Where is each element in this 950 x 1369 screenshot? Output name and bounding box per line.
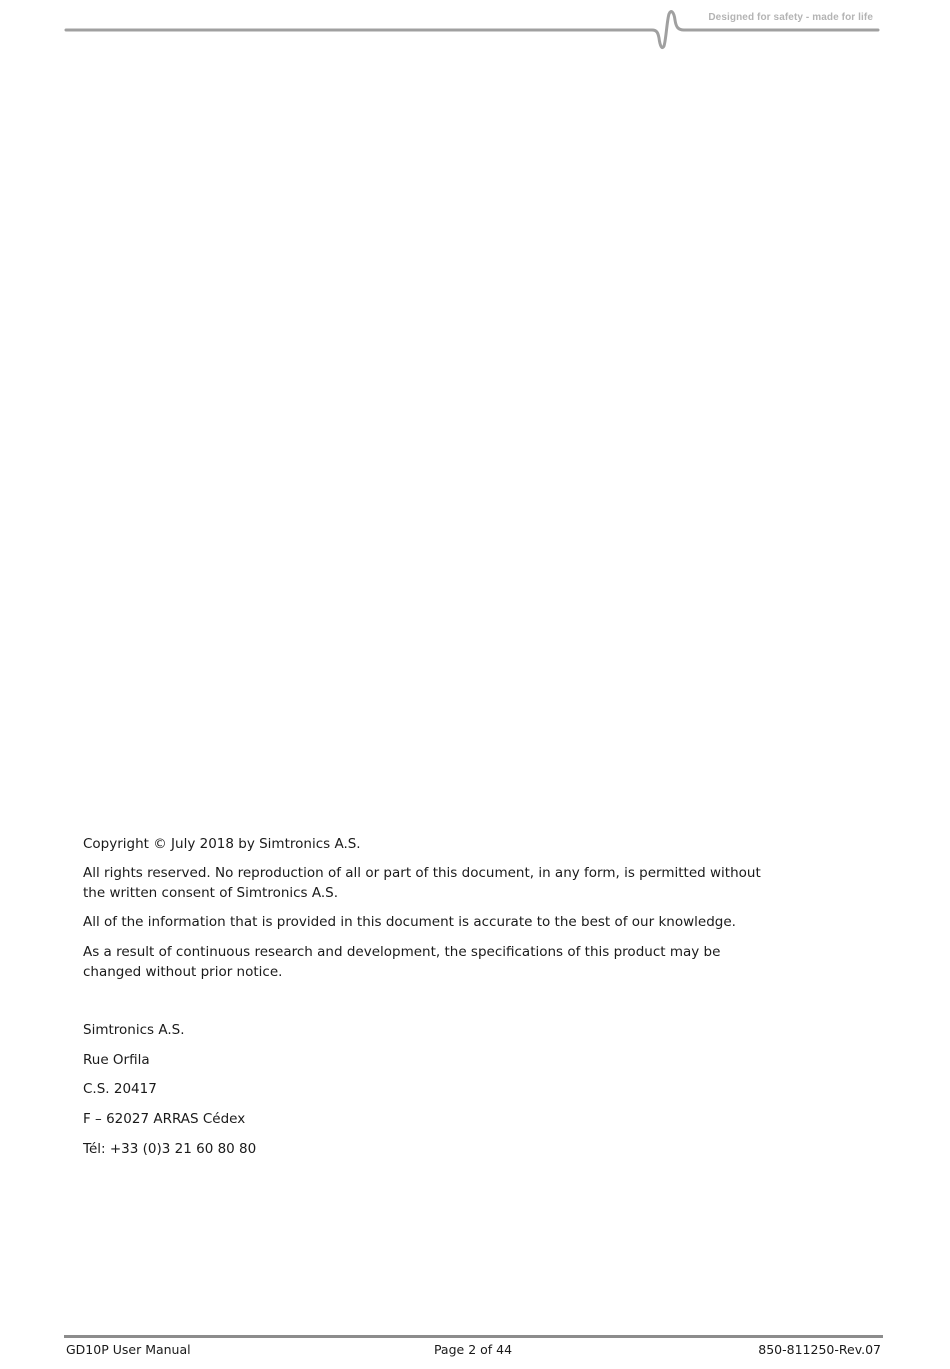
accuracy-paragraph: All of the information that is provided in this document is accurate to the best of our knowledge.	[83, 914, 736, 930]
copyright-notice: Copyright © July 2018 by Simtronics A.S.	[83, 836, 361, 852]
header-wave-line	[0, 0, 950, 60]
footer-document-title: GD10P User Manual	[66, 1342, 191, 1357]
footer-page-number: Page 2 of 44	[433, 1342, 513, 1357]
rights-paragraph: All rights reserved. No reproduction of all or part of this document, in any form, is permitted without the written consent of Simtronics A.S.	[83, 865, 761, 901]
header-tagline: Designed for safety - made for life	[708, 12, 873, 23]
address-line-company: Simtronics A.S.	[83, 1022, 185, 1038]
address-line-postbox: C.S. 20417	[83, 1081, 157, 1097]
footer-document-reference: 850-811250-Rev.07	[758, 1342, 881, 1357]
address-line-city: F – 62027 ARRAS Cédex	[83, 1111, 246, 1127]
footer-divider	[64, 1335, 883, 1338]
address-line-street: Rue Orfila	[83, 1052, 150, 1068]
specifications-paragraph: As a result of continuous research and development, the specifications of this product may be changed without prior notice.	[83, 944, 721, 980]
address-line-phone: Tél: +33 (0)3 21 60 80 80	[83, 1141, 257, 1157]
